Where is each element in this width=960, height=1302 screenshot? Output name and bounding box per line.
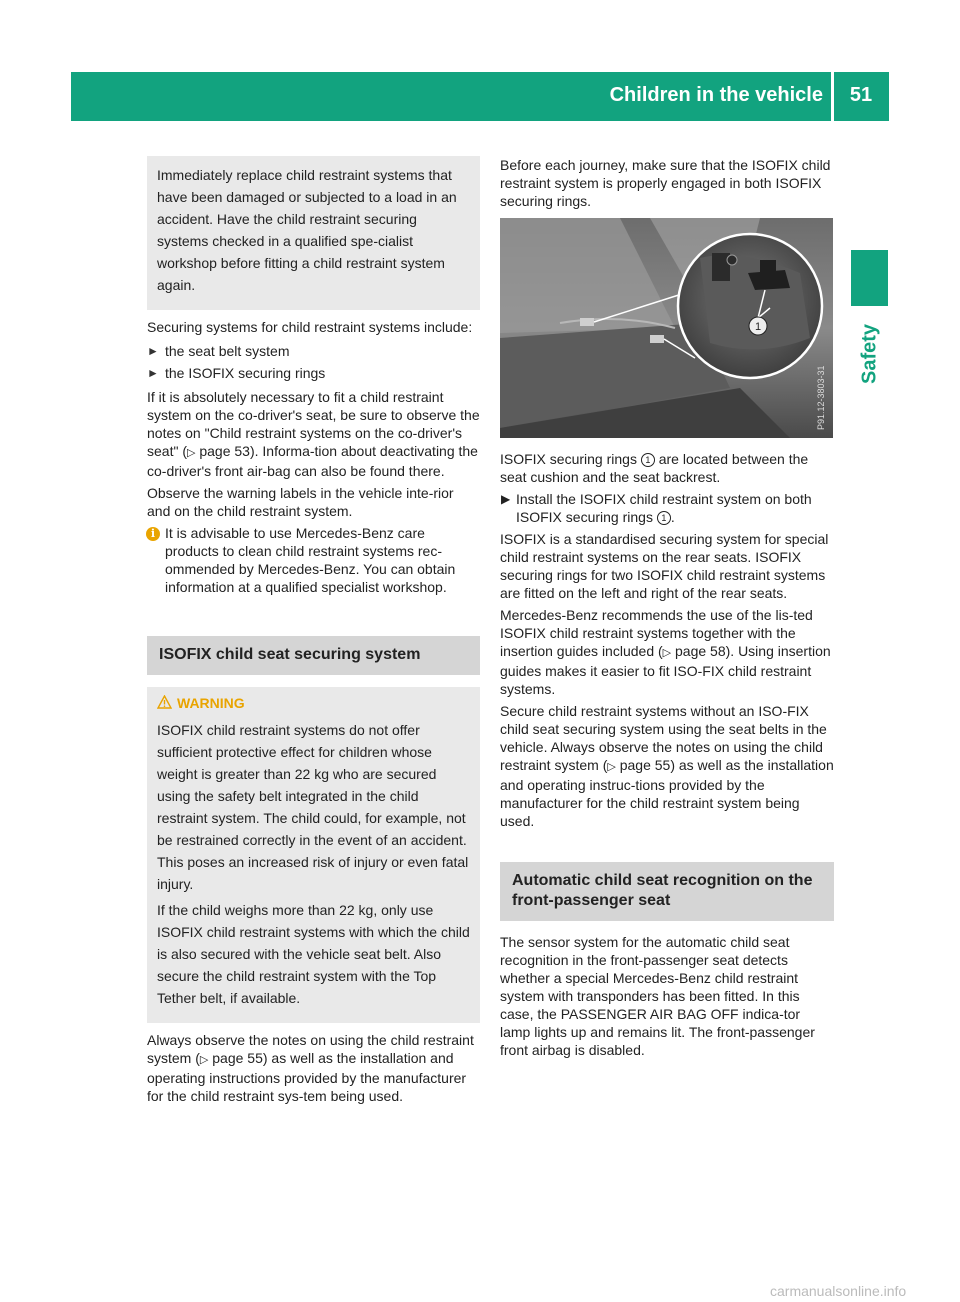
info-text: It is advisable to use Mercedes-Benz care products to clean child restraint systems rec-ommended by Mercedes-Benz. You can obtain information at a qualified specialist workshop.: [165, 525, 456, 595]
paragraph: [147, 388, 480, 480]
page-link[interactable]: page 53: [199, 443, 250, 459]
text: Mercedes-Benz recommends the use of the lis-ted ISOFIX child restraint systems together with the insertion guides included (: [500, 607, 813, 659]
warning-label: WARNING: [177, 695, 245, 711]
text: Always observe the notes on using the child restraint system (: [147, 1032, 474, 1066]
text: Secure child restraint systems without an ISO-FIX child seat securing system using the seat belts in the vehicle. Always observe the notes on using the child restraint system (: [500, 703, 827, 773]
callout-1-icon: 1: [657, 511, 671, 525]
text: are located between the seat cushion and the seat backrest.: [500, 451, 809, 485]
page-header: [71, 72, 889, 121]
text: .: [670, 509, 675, 525]
section-tab-marker: [851, 250, 888, 306]
page-ref-icon: ▷: [662, 647, 672, 659]
list-item-text: the ISOFIX securing rings: [165, 365, 326, 381]
paragraph: [500, 606, 834, 698]
page-link[interactable]: page 55: [619, 757, 671, 773]
text: If it is absolutely necessary to fit a child restraint system on the co-driver's seat, be sure to observe the notes on "Child restraint systems on the co-driver's seat" (: [147, 389, 480, 459]
warning-triangle-icon: [157, 695, 172, 709]
info-note: [147, 524, 480, 596]
paragraph: ISOFIX is a standardised securing system for special child restraint systems on the rear seats. ISOFIX securing rings for two ISOFIX child restraint systems are fitted on the left and right of the rear seats.: [500, 531, 829, 601]
warning-heading: [157, 693, 472, 713]
section-heading: ISOFIX child seat securing system: [147, 636, 480, 675]
bullet-icon: ►: [147, 344, 159, 358]
right-column-top: [500, 156, 834, 214]
page-link[interactable]: page 58: [675, 643, 726, 659]
paragraph: Observe the warning labels in the vehicle inte-rior and on the child restraint system.: [147, 485, 454, 519]
section-tab-label: Safety: [858, 323, 881, 385]
left-column: [147, 156, 480, 1109]
watermark: carmanualsonline.info: [770, 1283, 907, 1299]
text: ) as well as the installation and operating instructions provided by the manufacturer for the child restraint sys-tem being used.: [147, 1050, 467, 1104]
list-item: [147, 340, 480, 362]
text: Install the ISOFIX child restraint system on both ISOFIX securing rings: [516, 491, 812, 525]
figure-callout-label: 1: [754, 321, 762, 333]
header-divider: [831, 72, 834, 121]
section-tab: [852, 318, 888, 390]
paragraph: [500, 702, 834, 830]
isofix-figure: [500, 218, 833, 438]
figure-code: P91.12-3803-31: [816, 365, 826, 430]
info-icon: i: [146, 527, 160, 541]
page-ref-icon: ▷: [607, 761, 616, 773]
warning-box: [147, 687, 480, 1023]
bullet-icon: ►: [147, 366, 159, 380]
step-arrow-icon: ▶: [501, 492, 511, 506]
text: ). Using insertion guides makes it easier to fit ISO-FIX child restraint systems.: [500, 643, 831, 697]
notice-box: [147, 156, 480, 310]
paragraph: The sensor system for the automatic child seat recognition in the front-passenger seat detects whether a special Mercedes-Benz child restraint system with transponders has been fitted. In this case, the PASSENGER AIR BAG OFF indica-tor lamp lights up and remains lit. The front-passenger front airbag is disabled.: [500, 934, 815, 1058]
warning-text: If the child weighs more than 22 kg, only use ISOFIX child restraint systems with which the child is also secured with the vehicle seat belt. Also secure the child restraint system with the Top Tether belt, if available.: [157, 902, 470, 1006]
text: ). Informa-tion about deactivating the co-driver's front air-bag can also be found there.: [147, 443, 478, 479]
warning-text: ISOFIX child restraint systems do not offer sufficient protective effect for children whose weight is greater than 22 kg who are secured using the safety belt integrated in the child restraint system. The child could, for example, not be restrained correctly in the event of an accident. This poses an increased risk of injury or even fatal injury.: [157, 722, 469, 892]
text: ISOFIX securing rings: [500, 451, 641, 467]
bullet-list: [147, 340, 480, 384]
page-ref-icon: ▷: [186, 447, 196, 459]
right-column: [500, 450, 834, 1063]
callout-1-icon: 1: [641, 453, 655, 467]
paragraph: Securing systems for child restraint systems include:: [147, 319, 473, 335]
paragraph: [147, 1031, 480, 1105]
page-number: 51: [849, 84, 873, 106]
isofix-seat-illustration: [500, 218, 833, 438]
text: ) as well as the installation and operating instruc-tions provided by the manufacturer for the child restraint system being used.: [500, 757, 834, 829]
paragraph: [500, 450, 834, 486]
paragraph: Before each journey, make sure that the ISOFIX child restraint system is properly engaged in both ISOFIX securing rings.: [500, 157, 831, 209]
chapter-title: Children in the vehicle: [609, 84, 823, 106]
list-item: [147, 362, 480, 384]
notice-text: Immediately replace child restraint systems that have been damaged or subjected to a load in an accident. Have the child restraint securing systems checked in a qualified spe-cialist workshop before fitting a child restraint system again.: [157, 167, 457, 293]
section-heading: Automatic child seat recognition on the front-passenger seat: [500, 862, 834, 921]
page-ref-icon: ▷: [199, 1054, 209, 1066]
page-link[interactable]: page 55: [212, 1050, 263, 1066]
list-item-text: the seat belt system: [165, 343, 290, 359]
instruction-step: [500, 490, 834, 526]
